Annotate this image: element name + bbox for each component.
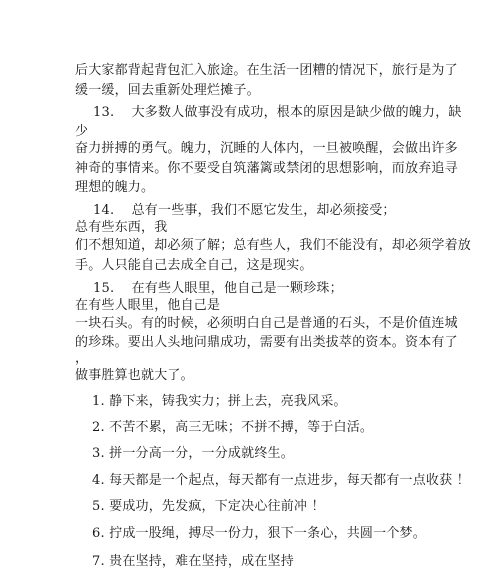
list-item-2: 2. 不苦不累，高三无味；不拼不搏，等于白活。 [92,420,374,435]
list-item-1: 1. 静下来，铸我实力；拼上去，亮我风采。 [92,394,347,409]
paragraph-14-line-2: 总有些东西，我 [75,220,168,235]
paragraph-12-line-1: 后大家都背起背包汇入旅途。在生活一团糟的情况下，旅行是为了 [75,63,458,78]
paragraph-15-line-2: 在有些人眼里，他自己是 [75,298,221,313]
paragraph-15-line-4: 的珍珠。要出人头地问鼎成功，需要有出类拔萃的资本。资本有了 [75,335,458,350]
paragraph-15-line-5: ， [75,351,89,366]
paragraph-15-line-1: 15. 在有些人眼里，他自己是一颗珍珠； [93,281,343,296]
paragraph-15-line-6: 做事胜算也就大了。 [75,368,194,383]
paragraph-13-line-1: 13. 大多数人做事没有成功，根本的原因是缺少做的魄力，缺 [93,105,462,120]
paragraph-15-line-3: 一块石头。有的时候，必须明白自己是普通的石头，不是价值连城 [75,316,458,331]
paragraph-14-line-1: 14. 总有一些事，我们不愿它发生，却必须接受； [93,203,396,218]
paragraph-13-line-4: 神奇的事情来。你不要受自筑藩篱或禁闭的思想影响，而放弃追寻 [75,161,458,176]
paragraph-13-line-2: 少 [75,124,89,139]
paragraph-12-line-2: 缓一缓，回去重新处理烂摊子。 [75,83,260,98]
list-item-7: 7. 贵在坚持，难在坚持，成在坚持 [92,554,294,569]
paragraph-13-line-3: 奋力拼搏的勇气。魄力，沉睡的人体内，一旦被唤醒，会做出许多 [75,141,458,156]
paragraph-14-line-3: 们不想知道，却必须了解；总有些人，我们不能没有，却必须学着放 [75,238,472,253]
list-item-5: 5. 要成功，先发疯，下定决心往前冲 ！ [92,499,325,514]
list-item-6: 6. 拧成一股绳，搏尽一份力，狠下一条心，共圆一个梦。 [92,526,426,541]
list-item-3: 3. 拼一分高一分，一分成就终生。 [92,446,294,461]
list-item-4: 4. 每天都是一个起点，每天都有一点进步，每天都有一点收获 ！ [92,473,470,488]
paragraph-13-line-5: 理想的魄力。 [75,180,155,195]
paragraph-14-line-4: 手。人只能自己去成全自己，这是现实。 [75,258,313,273]
